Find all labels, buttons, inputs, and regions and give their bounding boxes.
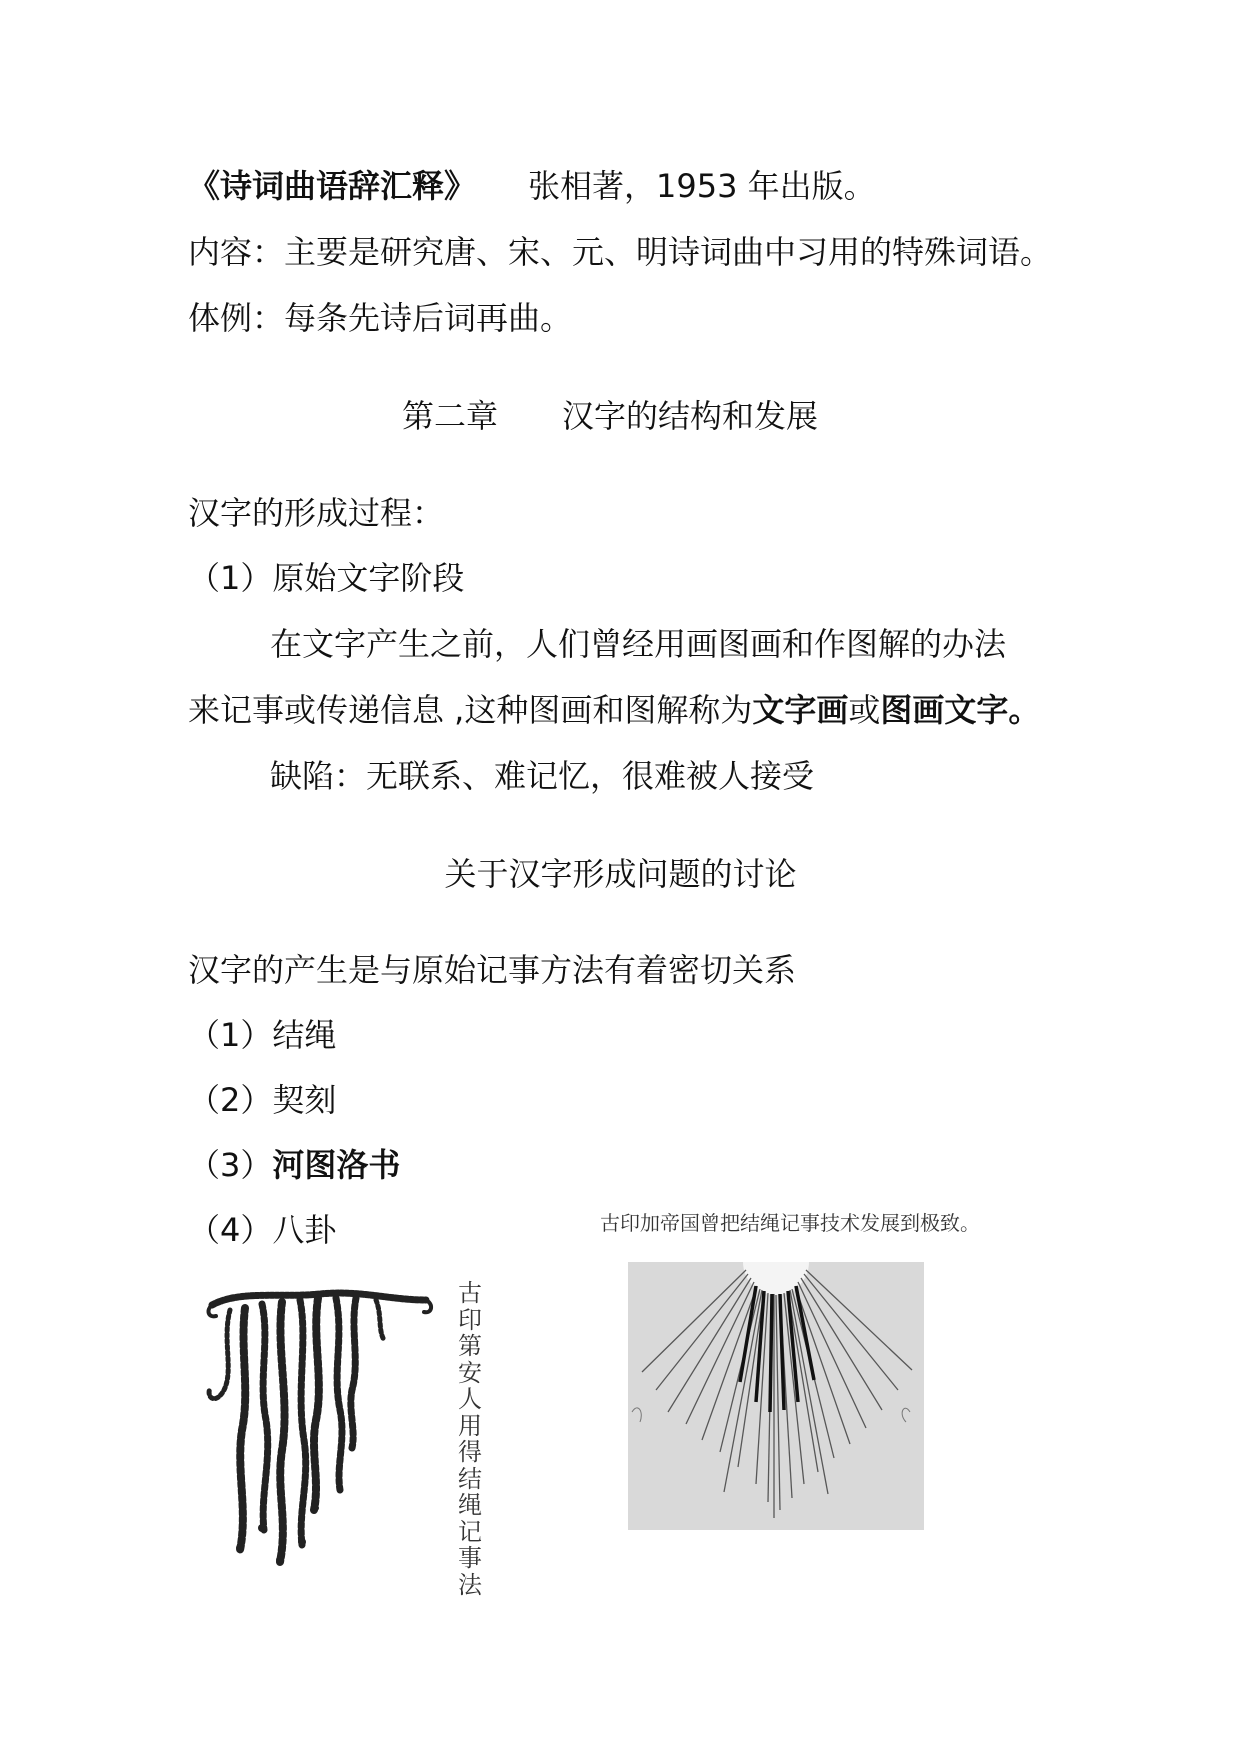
defect-line: 缺陷：无联系、难记忆，很难被人接受 [270, 757, 815, 795]
list-item-number: （4） [188, 1211, 273, 1249]
list-item-label: 结绳 [272, 1016, 337, 1054]
caption-char: 人 [458, 1385, 482, 1413]
book-info-line [188, 166, 876, 206]
book-content-line: 内容：主要是研究唐、宋、元、明诗词曲中习用的特殊词语。 [188, 233, 1053, 271]
caption-char: 印 [458, 1305, 482, 1334]
caption-char: 安 [458, 1358, 482, 1387]
caption-char: 结 [458, 1464, 482, 1493]
chapter-title: 汉字的结构和发展 [562, 397, 819, 435]
list-item-number: （1） [188, 1016, 273, 1054]
discussion-intro: 汉字的产生是与原始记事方法有着密切关系 [188, 951, 797, 989]
paragraph-text: 来记事或传递信息 ,这种图画和图解称为 [188, 691, 753, 729]
term-tuhuawenzi: 图画文字 [880, 691, 1009, 729]
caption-char: 法 [458, 1570, 482, 1599]
discussion-title: 关于汉字形成问题的讨论 [444, 855, 797, 893]
paragraph-line-2 [188, 690, 1040, 730]
formation-heading: 汉字的形成过程： [188, 494, 445, 532]
caption-char: 绳 [458, 1491, 482, 1519]
caption-char: 用 [458, 1411, 482, 1440]
quipu-illustration-left [200, 1280, 440, 1570]
inca-quipu-photo-right [628, 1262, 924, 1530]
caption-char: 事 [458, 1544, 482, 1572]
paragraph-or: 或 [848, 691, 881, 729]
book-format-line: 体例：每条先诗后词再曲。 [188, 299, 573, 337]
stage1-heading: （1）原始文字阶段 [188, 559, 465, 597]
book-title: 《诗词曲语辞汇释》 [188, 167, 477, 205]
list-item-3 [188, 1145, 400, 1185]
list-item-number: （3） [188, 1146, 273, 1184]
term-wenzihua: 文字画 [752, 691, 849, 729]
figure-caption-right: 古印加帝国曾把结绳记事技术发展到极致。 [600, 1211, 980, 1235]
caption-char: 第 [458, 1332, 482, 1360]
chapter-number: 第二章 [402, 397, 499, 435]
list-item-number: （2） [188, 1081, 273, 1119]
chapter-heading [402, 396, 818, 436]
caption-char: 古 [458, 1279, 482, 1307]
paragraph-end: 。 [1008, 691, 1041, 729]
paragraph-line-1: 在文字产生之前，人们曾经用画图画和作图解的办法 [270, 625, 1007, 663]
list-item-4 [188, 1210, 336, 1250]
caption-char: 得 [458, 1438, 482, 1466]
list-item-label: 河图洛书 [272, 1146, 401, 1184]
list-item-label: 八卦 [272, 1211, 337, 1249]
list-item-2 [188, 1080, 336, 1120]
list-item-label: 契刻 [272, 1081, 337, 1119]
caption-char: 记 [458, 1517, 482, 1546]
list-item-1 [188, 1015, 336, 1055]
book-author-publication: 张相著，1953 年出版。 [528, 167, 876, 205]
figure-caption-left-vertical [455, 1280, 485, 1598]
